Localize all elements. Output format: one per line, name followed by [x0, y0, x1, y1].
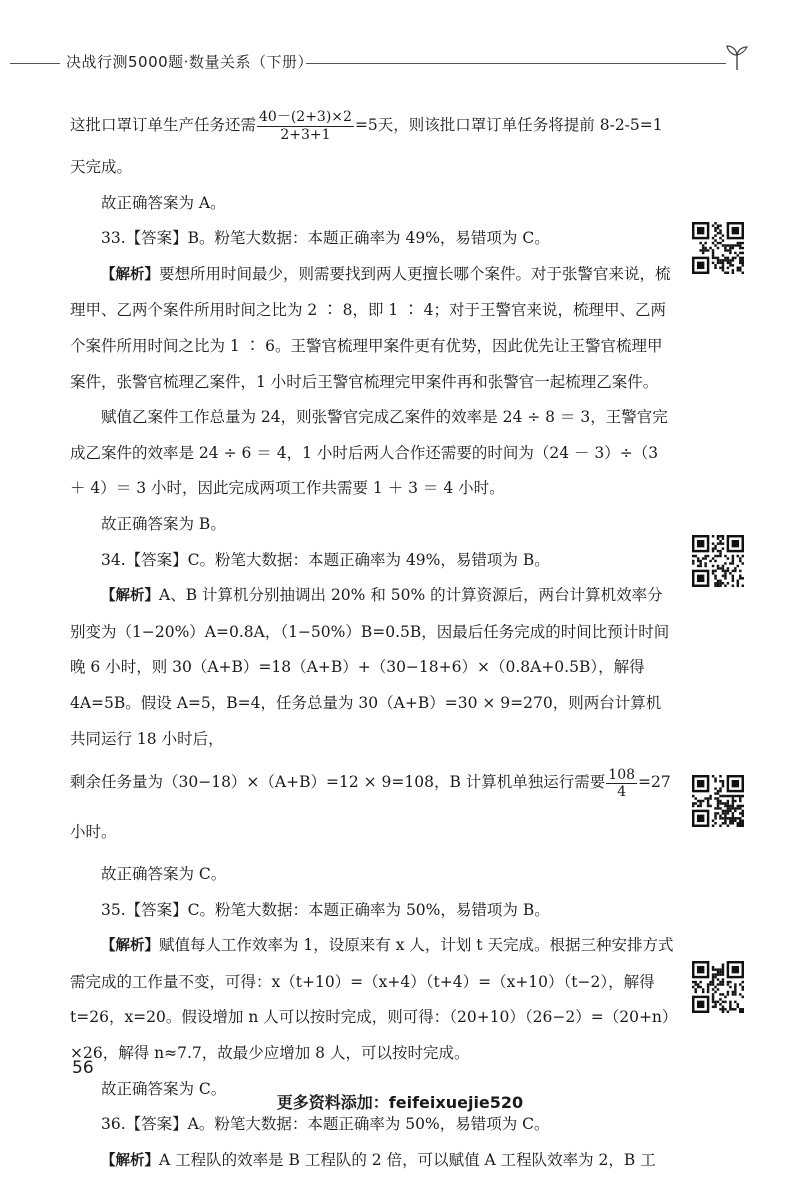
running-header [0, 46, 800, 76]
q33-conclusion: 故正确答案为 B。 [101, 514, 226, 533]
q34-answer-head: 34.【答案】C。粉笔大数据：本题正确率为 49%，易错项为 B。 [101, 550, 550, 569]
analysis-label: 【解析】 [101, 1152, 159, 1169]
q35-answer-head: 35.【答案】C。粉笔大数据：本题正确率为 50%，易错项为 B。 [101, 900, 550, 919]
paragraph: 天完成。 [70, 158, 133, 176]
fraction [606, 767, 637, 800]
q34-analysis-frac [70, 757, 675, 857]
q33-analysis-2: 赋值乙案件工作总量为 24，则张警官完成乙案件的效率是 24 ÷ 8 ＝ 3，王警官完成乙案件的效率是 24 ÷ 6 ＝ 4，1 小时后两人合作还需要的时间为（24 － 3）÷（3 ＋ 4）＝ 3 小时，因此完成两项工作共需要 1 ＋ 3 ＝ 4 小时。 [70, 408, 668, 498]
q33-answer-head: 33.【答案】B。粉笔大数据：本题正确率为 49%，易错项为 C。 [101, 229, 550, 248]
header-rule-left [10, 63, 60, 64]
analysis-text: 赋值每人工作效率为 1，设原来有 x 人，计划 t 天完成。根据三种安排方式需完成的工作量不变，可得：x（t+10）=（x+4）（t+4）=（x+10）（t−2），解得 t=26，x=20。假设增加 n 人可以按时完成，则可得：（20+10）（26−2）=（20+n）×26，解得 n≈7.7，故最少应增加 8 人，可以按时完成。 [70, 936, 674, 1063]
fraction [257, 109, 354, 142]
text-run: =27小时。 [70, 773, 671, 842]
paragraph [70, 100, 675, 150]
analysis-text: A、B 计算机分别抽调出 20% 和 50% 的计算资源后，两台计算机效率分别变为（1−20%）A=0.8A，（1−50%）B=0.5B，因最后任务完成的时间比预计时间晚 6 小时，则 30（A+B）=18（A+B）+（30−18+6）×（0.8A+0.5B），解得 4A=5B。假设 A=5，B=4，任务总量为 30（A+B）=30 × 9=270，则两台计算机共同运行 18 小时后， [70, 586, 670, 748]
q34-conclusion: 故正确答案为 C。 [101, 865, 227, 884]
qr-code-icon[interactable] [692, 222, 744, 274]
analysis-text: A 工程队的效率是 B 工程队的 2 倍，可以赋值 A 工程队效率为 2，B 工 [159, 1150, 656, 1169]
fraction-numerator: 40－(2+3)×2 [259, 109, 352, 126]
fraction-numerator: 108 [608, 766, 636, 783]
fraction-denominator: 2+3+1 [280, 126, 331, 143]
analysis-label: 【解析】 [101, 588, 159, 605]
analysis-text: 要想所用时间最少，则需要找到两人更擅长哪个案件。对于张警官来说，梳理甲、乙两个案件所用时间之比为 2 ∶ 8，即 1 ∶ 4；对于王警官来说，梳理甲、乙两个案件所用时间之比为 1 ∶ 6。王警官梳理甲案件更有优势，因此优先让王警官梳理甲案件，张警官梳理乙案件，1 小时后王警官梳理完甲案件再和张警官一起梳理乙案件。 [70, 264, 671, 391]
analysis-label: 【解析】 [101, 266, 159, 283]
text-run: =5天，则该批口罩订单任务将提前 8-2-5=1 [354, 116, 663, 134]
sprout-icon [722, 42, 752, 72]
q36-answer-head: 36.【答案】A。粉笔大数据：本题正确率为 50%，易错项为 C。 [101, 1115, 550, 1134]
text-run: 剩余任务量为（30−18）×（A+B）=12 × 9=108，B 计算机单独运行需要 [70, 773, 606, 792]
answer-line: 故正确答案为 A。 [101, 193, 226, 212]
page-number: 56 [72, 1058, 94, 1078]
qr-code-icon[interactable] [692, 961, 744, 1013]
page-body [70, 100, 675, 1179]
qr-code-icon[interactable] [692, 775, 744, 827]
text-run: 这批口罩订单生产任务还需 [70, 116, 257, 134]
qr-code-icon[interactable] [692, 535, 744, 587]
q35-analysis [70, 928, 675, 1071]
footer-note: 更多资料添加：feifeixuejie520 [276, 1093, 524, 1112]
header-rule-right [306, 63, 726, 64]
q35-conclusion: 故正确答案为 C。 [101, 1079, 227, 1098]
q36-analysis [70, 1143, 675, 1179]
header-title: 决战行测5000题·数量关系（下册） [66, 53, 313, 71]
q34-analysis [70, 578, 675, 757]
analysis-label: 【解析】 [101, 938, 159, 955]
fraction-denominator: 4 [617, 783, 627, 800]
q33-analysis [70, 257, 675, 400]
